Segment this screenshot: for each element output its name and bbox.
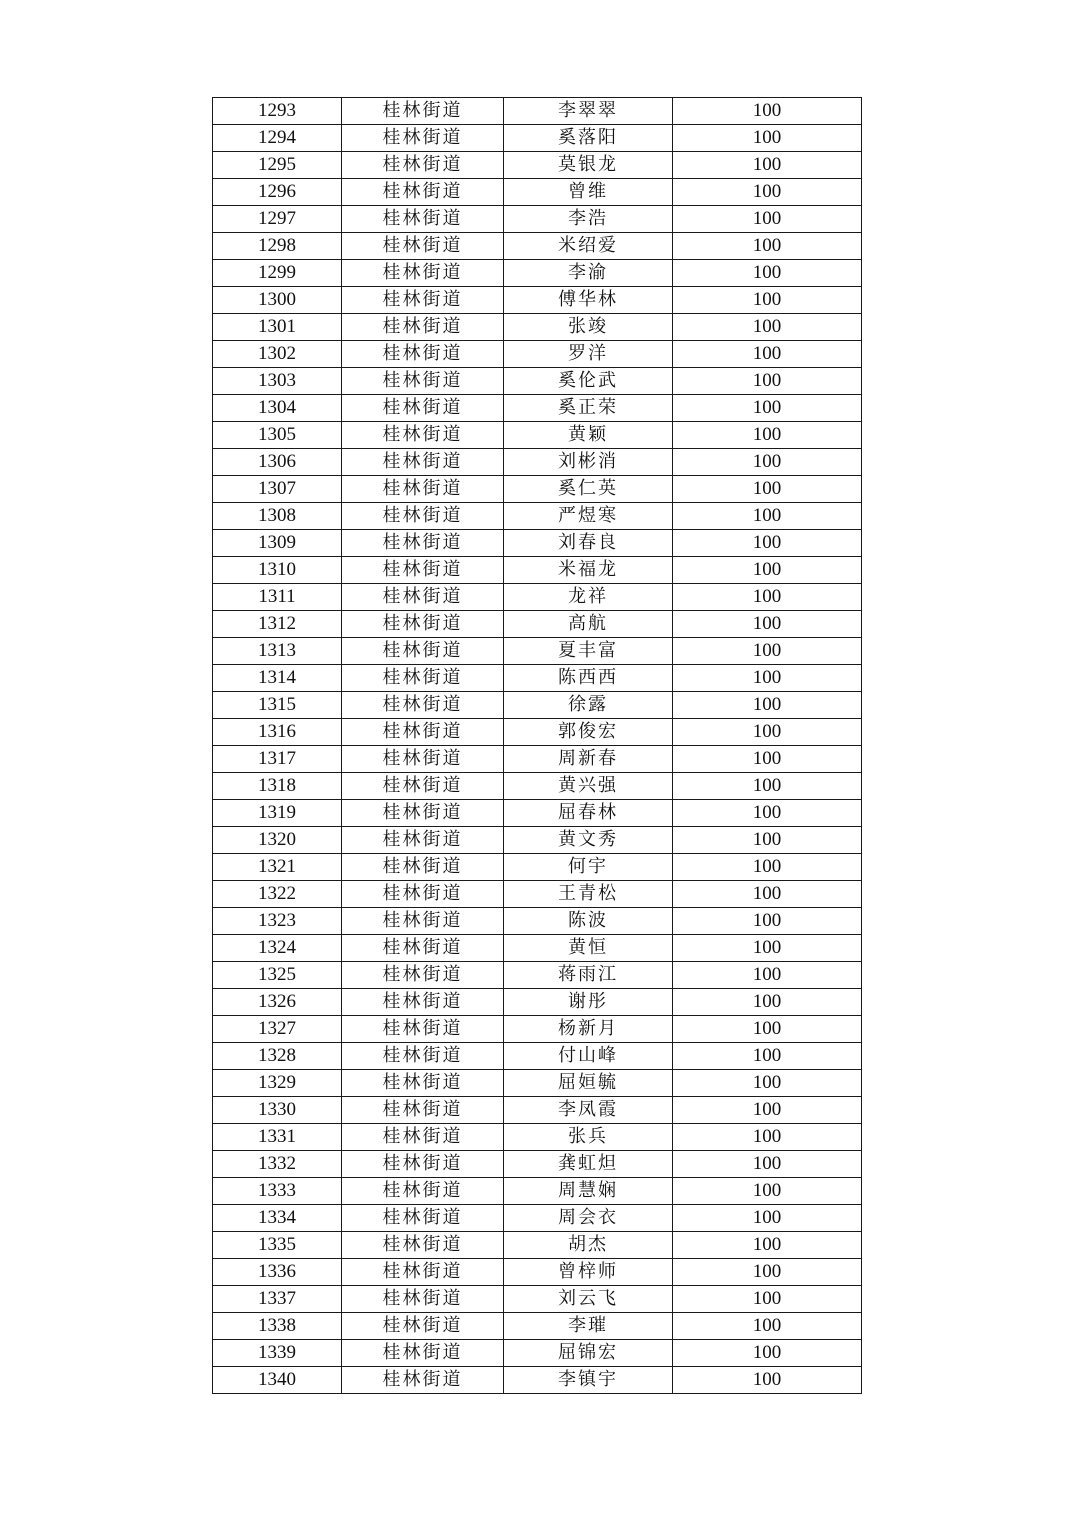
row-number-cell: 1337 — [213, 1286, 342, 1313]
person-name-cell: 奚正荣 — [504, 395, 673, 422]
street-name-cell: 桂林街道 — [342, 314, 504, 341]
street-name-cell: 桂林街道 — [342, 206, 504, 233]
row-number-cell: 1338 — [213, 1313, 342, 1340]
table-row — [213, 746, 862, 773]
person-name-cell: 周会衣 — [504, 1205, 673, 1232]
amount-cell: 100 — [673, 1097, 862, 1124]
table-row — [213, 1340, 862, 1367]
amount-cell: 100 — [673, 1286, 862, 1313]
amount-cell: 100 — [673, 1124, 862, 1151]
amount-cell: 100 — [673, 800, 862, 827]
row-number-cell: 1306 — [213, 449, 342, 476]
person-name-cell: 奚仁英 — [504, 476, 673, 503]
row-number-cell: 1326 — [213, 989, 342, 1016]
street-name-cell: 桂林街道 — [342, 368, 504, 395]
table-row — [213, 962, 862, 989]
table-row — [213, 719, 862, 746]
table-row — [213, 449, 862, 476]
amount-cell: 100 — [673, 395, 862, 422]
street-name-cell: 桂林街道 — [342, 719, 504, 746]
table-row — [213, 557, 862, 584]
amount-cell: 100 — [673, 1178, 862, 1205]
person-name-cell: 屈春林 — [504, 800, 673, 827]
person-name-cell: 何宇 — [504, 854, 673, 881]
person-name-cell: 屈姮毓 — [504, 1070, 673, 1097]
person-name-cell: 严煜寒 — [504, 503, 673, 530]
amount-cell: 100 — [673, 341, 862, 368]
row-number-cell: 1293 — [213, 98, 342, 125]
row-number-cell: 1321 — [213, 854, 342, 881]
table-row — [213, 584, 862, 611]
amount-cell: 100 — [673, 746, 862, 773]
row-number-cell: 1314 — [213, 665, 342, 692]
row-number-cell: 1303 — [213, 368, 342, 395]
amount-cell: 100 — [673, 854, 862, 881]
table-row — [213, 179, 862, 206]
amount-cell: 100 — [673, 1259, 862, 1286]
table-row — [213, 1313, 862, 1340]
street-name-cell: 桂林街道 — [342, 1367, 504, 1394]
person-name-cell: 夏丰富 — [504, 638, 673, 665]
table-row — [213, 611, 862, 638]
street-name-cell: 桂林街道 — [342, 800, 504, 827]
person-name-cell: 龙祥 — [504, 584, 673, 611]
row-number-cell: 1296 — [213, 179, 342, 206]
row-number-cell: 1336 — [213, 1259, 342, 1286]
table-row — [213, 935, 862, 962]
street-name-cell: 桂林街道 — [342, 530, 504, 557]
row-number-cell: 1316 — [213, 719, 342, 746]
person-name-cell: 李镇宇 — [504, 1367, 673, 1394]
row-number-cell: 1324 — [213, 935, 342, 962]
person-name-cell: 陈西西 — [504, 665, 673, 692]
amount-cell: 100 — [673, 1313, 862, 1340]
row-number-cell: 1330 — [213, 1097, 342, 1124]
amount-cell: 100 — [673, 503, 862, 530]
amount-cell: 100 — [673, 881, 862, 908]
table-row — [213, 206, 862, 233]
amount-cell: 100 — [673, 1151, 862, 1178]
table-row — [213, 1232, 862, 1259]
row-number-cell: 1299 — [213, 260, 342, 287]
table-row — [213, 125, 862, 152]
person-name-cell: 曾梓师 — [504, 1259, 673, 1286]
amount-cell: 100 — [673, 476, 862, 503]
person-name-cell: 高航 — [504, 611, 673, 638]
person-name-cell: 李凤霞 — [504, 1097, 673, 1124]
street-name-cell: 桂林街道 — [342, 692, 504, 719]
row-number-cell: 1311 — [213, 584, 342, 611]
row-number-cell: 1308 — [213, 503, 342, 530]
street-name-cell: 桂林街道 — [342, 179, 504, 206]
table-row — [213, 233, 862, 260]
table-row — [213, 854, 862, 881]
row-number-cell: 1322 — [213, 881, 342, 908]
street-name-cell: 桂林街道 — [342, 287, 504, 314]
table-row — [213, 1205, 862, 1232]
row-number-cell: 1309 — [213, 530, 342, 557]
amount-cell: 100 — [673, 233, 862, 260]
row-number-cell: 1301 — [213, 314, 342, 341]
street-name-cell: 桂林街道 — [342, 1340, 504, 1367]
amount-cell: 100 — [673, 989, 862, 1016]
row-number-cell: 1317 — [213, 746, 342, 773]
amount-cell: 100 — [673, 773, 862, 800]
person-name-cell: 奚落阳 — [504, 125, 673, 152]
row-number-cell: 1313 — [213, 638, 342, 665]
row-number-cell: 1329 — [213, 1070, 342, 1097]
street-name-cell: 桂林街道 — [342, 395, 504, 422]
table-row — [213, 1178, 862, 1205]
row-number-cell: 1327 — [213, 1016, 342, 1043]
street-name-cell: 桂林街道 — [342, 1313, 504, 1340]
amount-cell: 100 — [673, 1043, 862, 1070]
amount-cell: 100 — [673, 368, 862, 395]
row-number-cell: 1323 — [213, 908, 342, 935]
street-name-cell: 桂林街道 — [342, 341, 504, 368]
table-row — [213, 1097, 862, 1124]
street-name-cell: 桂林街道 — [342, 989, 504, 1016]
table-row — [213, 476, 862, 503]
person-name-cell: 傅华林 — [504, 287, 673, 314]
amount-cell: 100 — [673, 962, 862, 989]
person-name-cell: 黄颖 — [504, 422, 673, 449]
person-name-cell: 黄恒 — [504, 935, 673, 962]
person-name-cell: 奚伦武 — [504, 368, 673, 395]
amount-cell: 100 — [673, 314, 862, 341]
table-row — [213, 908, 862, 935]
street-name-cell: 桂林街道 — [342, 881, 504, 908]
street-name-cell: 桂林街道 — [342, 638, 504, 665]
amount-cell: 100 — [673, 584, 862, 611]
street-name-cell: 桂林街道 — [342, 1124, 504, 1151]
person-name-cell: 张兵 — [504, 1124, 673, 1151]
person-name-cell: 龚虹炟 — [504, 1151, 673, 1178]
street-name-cell: 桂林街道 — [342, 584, 504, 611]
row-number-cell: 1304 — [213, 395, 342, 422]
amount-cell: 100 — [673, 719, 862, 746]
person-name-cell: 徐露 — [504, 692, 673, 719]
street-name-cell: 桂林街道 — [342, 827, 504, 854]
street-name-cell: 桂林街道 — [342, 1286, 504, 1313]
street-name-cell: 桂林街道 — [342, 557, 504, 584]
table-row — [213, 314, 862, 341]
table-row — [213, 881, 862, 908]
table-row — [213, 422, 862, 449]
amount-cell: 100 — [673, 1367, 862, 1394]
street-name-cell: 桂林街道 — [342, 260, 504, 287]
row-number-cell: 1312 — [213, 611, 342, 638]
person-name-cell: 罗洋 — [504, 341, 673, 368]
person-name-cell: 张竣 — [504, 314, 673, 341]
amount-cell: 100 — [673, 179, 862, 206]
amount-cell: 100 — [673, 1070, 862, 1097]
amount-cell: 100 — [673, 125, 862, 152]
row-number-cell: 1325 — [213, 962, 342, 989]
person-name-cell: 曾维 — [504, 179, 673, 206]
table-row — [213, 530, 862, 557]
row-number-cell: 1315 — [213, 692, 342, 719]
row-number-cell: 1331 — [213, 1124, 342, 1151]
street-name-cell: 桂林街道 — [342, 449, 504, 476]
amount-cell: 100 — [673, 908, 862, 935]
person-name-cell: 胡杰 — [504, 1232, 673, 1259]
table-row — [213, 638, 862, 665]
amount-cell: 100 — [673, 935, 862, 962]
table-row — [213, 287, 862, 314]
street-name-cell: 桂林街道 — [342, 98, 504, 125]
person-name-cell: 刘彬消 — [504, 449, 673, 476]
table-row — [213, 800, 862, 827]
row-number-cell: 1339 — [213, 1340, 342, 1367]
street-name-cell: 桂林街道 — [342, 611, 504, 638]
street-name-cell: 桂林街道 — [342, 1151, 504, 1178]
amount-cell: 100 — [673, 422, 862, 449]
person-name-cell: 李璀 — [504, 1313, 673, 1340]
person-name-cell: 付山峰 — [504, 1043, 673, 1070]
street-name-cell: 桂林街道 — [342, 125, 504, 152]
table-row — [213, 152, 862, 179]
row-number-cell: 1333 — [213, 1178, 342, 1205]
amount-cell: 100 — [673, 260, 862, 287]
person-name-cell: 周新春 — [504, 746, 673, 773]
street-name-cell: 桂林街道 — [342, 1259, 504, 1286]
person-name-cell: 米福龙 — [504, 557, 673, 584]
street-name-cell: 桂林街道 — [342, 152, 504, 179]
street-name-cell: 桂林街道 — [342, 908, 504, 935]
table-row — [213, 341, 862, 368]
amount-cell: 100 — [673, 692, 862, 719]
table-row — [213, 1043, 862, 1070]
person-name-cell: 米绍爱 — [504, 233, 673, 260]
table-row — [213, 827, 862, 854]
roster-table-body — [213, 98, 862, 1394]
table-row — [213, 1124, 862, 1151]
street-name-cell: 桂林街道 — [342, 665, 504, 692]
street-name-cell: 桂林街道 — [342, 233, 504, 260]
table-row — [213, 98, 862, 125]
street-name-cell: 桂林街道 — [342, 746, 504, 773]
amount-cell: 100 — [673, 287, 862, 314]
table-row — [213, 260, 862, 287]
row-number-cell: 1335 — [213, 1232, 342, 1259]
amount-cell: 100 — [673, 611, 862, 638]
street-name-cell: 桂林街道 — [342, 1205, 504, 1232]
table-row — [213, 989, 862, 1016]
person-name-cell: 李翠翠 — [504, 98, 673, 125]
amount-cell: 100 — [673, 1340, 862, 1367]
person-name-cell: 刘春良 — [504, 530, 673, 557]
row-number-cell: 1297 — [213, 206, 342, 233]
person-name-cell: 黄文秀 — [504, 827, 673, 854]
row-number-cell: 1320 — [213, 827, 342, 854]
amount-cell: 100 — [673, 557, 862, 584]
amount-cell: 100 — [673, 665, 862, 692]
row-number-cell: 1340 — [213, 1367, 342, 1394]
table-row — [213, 1070, 862, 1097]
street-name-cell: 桂林街道 — [342, 1178, 504, 1205]
amount-cell: 100 — [673, 449, 862, 476]
person-name-cell: 李浩 — [504, 206, 673, 233]
person-name-cell: 周慧娴 — [504, 1178, 673, 1205]
amount-cell: 100 — [673, 530, 862, 557]
row-number-cell: 1319 — [213, 800, 342, 827]
amount-cell: 100 — [673, 98, 862, 125]
table-row — [213, 773, 862, 800]
table-row — [213, 692, 862, 719]
person-name-cell: 蒋雨江 — [504, 962, 673, 989]
row-number-cell: 1294 — [213, 125, 342, 152]
person-name-cell: 陈波 — [504, 908, 673, 935]
amount-cell: 100 — [673, 638, 862, 665]
table-row — [213, 1259, 862, 1286]
street-name-cell: 桂林街道 — [342, 1043, 504, 1070]
person-name-cell: 莫银龙 — [504, 152, 673, 179]
person-name-cell: 杨新月 — [504, 1016, 673, 1043]
amount-cell: 100 — [673, 1232, 862, 1259]
street-name-cell: 桂林街道 — [342, 773, 504, 800]
row-number-cell: 1332 — [213, 1151, 342, 1178]
street-name-cell: 桂林街道 — [342, 1016, 504, 1043]
amount-cell: 100 — [673, 1016, 862, 1043]
roster-table — [212, 97, 862, 1394]
amount-cell: 100 — [673, 152, 862, 179]
row-number-cell: 1310 — [213, 557, 342, 584]
person-name-cell: 刘云飞 — [504, 1286, 673, 1313]
person-name-cell: 王青松 — [504, 881, 673, 908]
row-number-cell: 1305 — [213, 422, 342, 449]
person-name-cell: 郭俊宏 — [504, 719, 673, 746]
row-number-cell: 1318 — [213, 773, 342, 800]
table-row — [213, 503, 862, 530]
amount-cell: 100 — [673, 1205, 862, 1232]
row-number-cell: 1334 — [213, 1205, 342, 1232]
street-name-cell: 桂林街道 — [342, 503, 504, 530]
street-name-cell: 桂林街道 — [342, 1070, 504, 1097]
street-name-cell: 桂林街道 — [342, 476, 504, 503]
table-row — [213, 1016, 862, 1043]
street-name-cell: 桂林街道 — [342, 422, 504, 449]
table-row — [213, 1367, 862, 1394]
amount-cell: 100 — [673, 206, 862, 233]
table-row — [213, 368, 862, 395]
table-row — [213, 1151, 862, 1178]
table-row — [213, 1286, 862, 1313]
street-name-cell: 桂林街道 — [342, 962, 504, 989]
row-number-cell: 1298 — [213, 233, 342, 260]
street-name-cell: 桂林街道 — [342, 854, 504, 881]
street-name-cell: 桂林街道 — [342, 1232, 504, 1259]
person-name-cell: 黄兴强 — [504, 773, 673, 800]
street-name-cell: 桂林街道 — [342, 935, 504, 962]
table-row — [213, 665, 862, 692]
person-name-cell: 李渝 — [504, 260, 673, 287]
table-row — [213, 395, 862, 422]
row-number-cell: 1328 — [213, 1043, 342, 1070]
row-number-cell: 1300 — [213, 287, 342, 314]
row-number-cell: 1295 — [213, 152, 342, 179]
street-name-cell: 桂林街道 — [342, 1097, 504, 1124]
row-number-cell: 1302 — [213, 341, 342, 368]
person-name-cell: 屈锦宏 — [504, 1340, 673, 1367]
amount-cell: 100 — [673, 827, 862, 854]
row-number-cell: 1307 — [213, 476, 342, 503]
person-name-cell: 谢彤 — [504, 989, 673, 1016]
